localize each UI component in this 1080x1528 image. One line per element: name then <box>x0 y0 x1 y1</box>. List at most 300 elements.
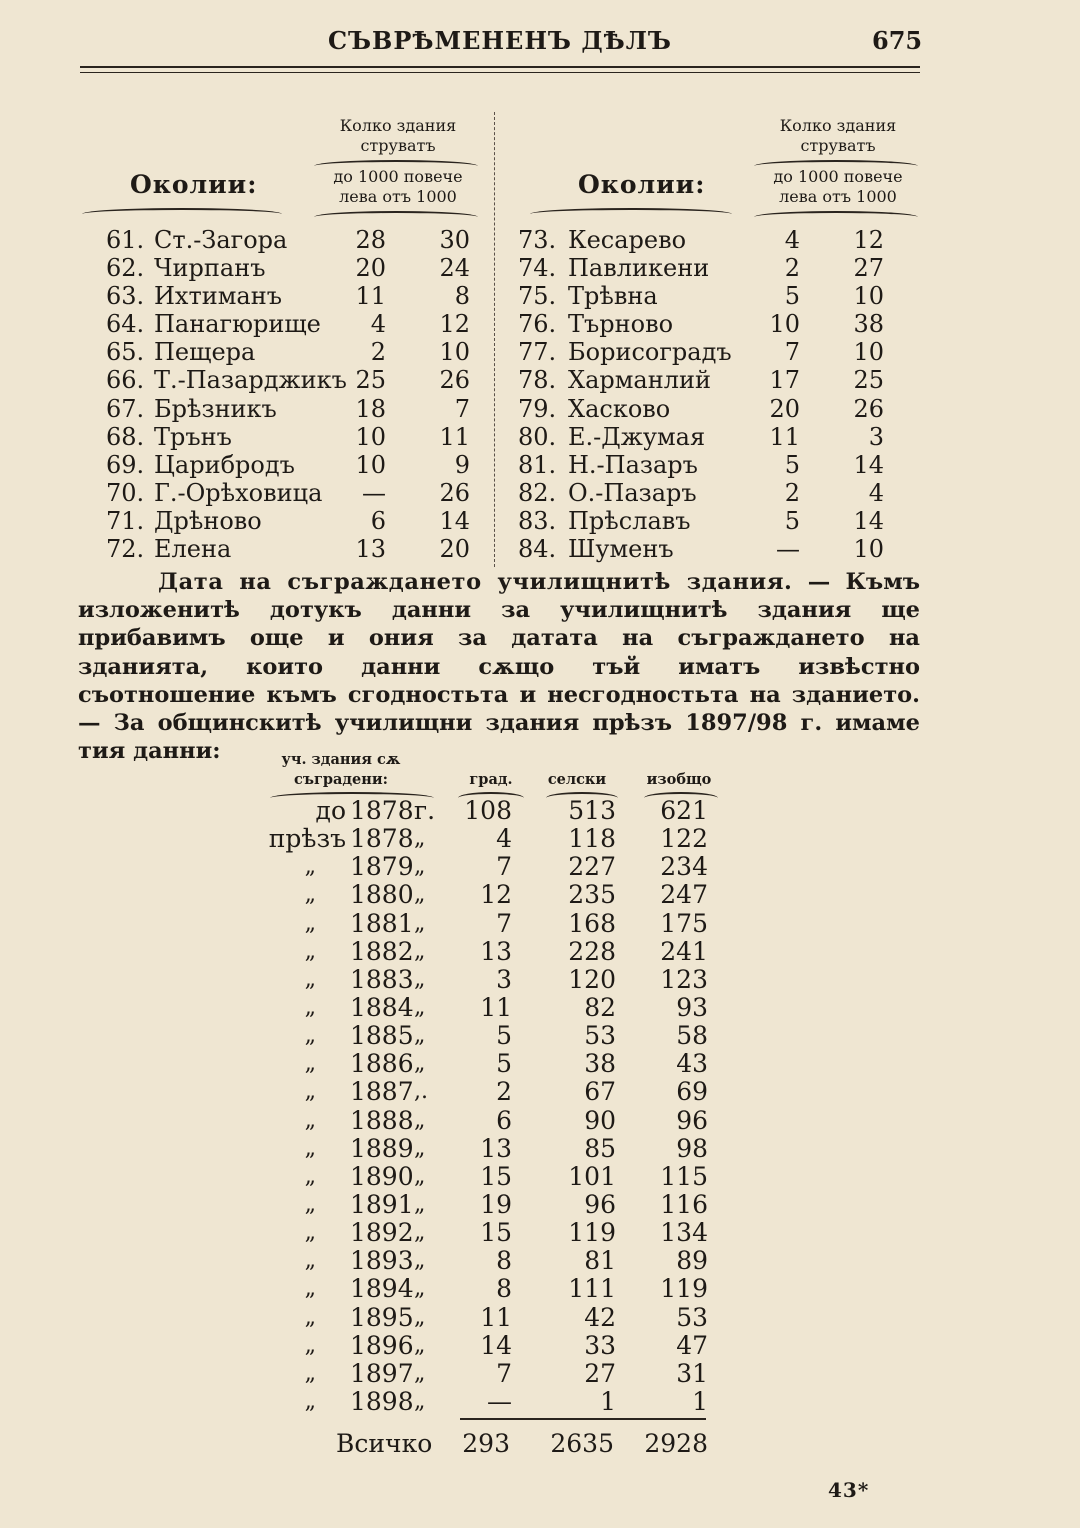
district-name: Царибродъ <box>154 450 295 479</box>
year-town: 13 <box>480 936 512 966</box>
district-name: Елена <box>154 535 232 564</box>
district-row <box>0 366 1080 394</box>
total-total: 2928 <box>644 1429 708 1458</box>
year-year: 1884 <box>350 992 414 1022</box>
year-village: 82 <box>584 992 616 1022</box>
district-no: 82. <box>518 478 557 507</box>
year-year: 1886 <box>350 1049 414 1079</box>
year-village: 67 <box>584 1077 616 1107</box>
year-year: 1894 <box>350 1274 414 1304</box>
district-a: 5 <box>784 506 800 535</box>
district-no: 79. <box>518 394 557 423</box>
year-prefix: „ <box>304 1332 316 1358</box>
year-row <box>0 994 1080 1022</box>
col-head-total: изобщо <box>646 771 712 788</box>
col-head-village: селски <box>547 771 607 788</box>
year-total: 53 <box>676 1302 708 1332</box>
district-no: 75. <box>518 282 557 311</box>
total-village: 2635 <box>550 1429 614 1458</box>
district-no: 63. <box>106 282 145 311</box>
district-a: 10 <box>769 310 800 339</box>
district-b: 27 <box>853 254 884 283</box>
district-no: 72. <box>106 535 145 564</box>
header-rule-thick <box>80 66 920 68</box>
year-year: 1895 <box>350 1302 414 1332</box>
district-a: 5 <box>784 282 800 311</box>
district-a: 11 <box>355 282 386 311</box>
district-b: 4 <box>868 478 884 507</box>
year-year: 1878 <box>350 824 414 854</box>
signature-mark: 43* <box>828 1478 870 1502</box>
year-year: 1880 <box>350 880 414 910</box>
running-head: СЪВРѢМЕНЕНЪ ДѢЛЪ <box>328 26 672 55</box>
year-row <box>0 1388 1080 1416</box>
district-name: Пещера <box>154 338 256 367</box>
year-unit: „ <box>414 1276 426 1302</box>
year-prefix: „ <box>304 938 316 964</box>
year-total: 96 <box>676 1105 708 1135</box>
year-village: 111 <box>568 1274 616 1304</box>
year-prefix: „ <box>304 1360 316 1386</box>
district-b: 7 <box>454 394 470 423</box>
district-a: — <box>362 478 386 507</box>
year-row <box>0 910 1080 938</box>
district-b: 26 <box>853 394 884 423</box>
sub-head-line2: лева отъ 1000 <box>339 187 457 206</box>
district-name: Харманлий <box>568 366 711 395</box>
group-head-right <box>740 116 936 156</box>
sub-brace-right <box>754 211 918 219</box>
district-no: 80. <box>518 422 557 451</box>
year-row <box>0 1191 1080 1219</box>
year-unit: „ <box>414 1220 426 1246</box>
year-village: 227 <box>568 852 616 882</box>
year-village: 53 <box>584 1021 616 1051</box>
district-b: 38 <box>853 310 884 339</box>
year-village: 118 <box>568 824 616 854</box>
district-no: 66. <box>106 366 145 395</box>
year-village: 228 <box>568 936 616 966</box>
district-b: 26 <box>439 366 470 395</box>
district-no: 73. <box>518 226 557 254</box>
district-no: 68. <box>106 422 145 451</box>
year-prefix: „ <box>304 994 316 1020</box>
district-b: 10 <box>853 338 884 367</box>
page-number: 675 <box>872 26 923 55</box>
year-row <box>0 1078 1080 1106</box>
year-town: 7 <box>496 908 512 938</box>
year-row <box>0 938 1080 966</box>
year-row <box>0 1022 1080 1050</box>
district-row <box>0 535 1080 563</box>
total-town: 293 <box>462 1429 510 1458</box>
year-total: 98 <box>676 1133 708 1163</box>
year-village: 119 <box>568 1218 616 1248</box>
sub-head-line1: до 1000 повече <box>333 167 463 186</box>
year-unit: „ <box>414 1135 426 1161</box>
year-town: 11 <box>480 992 512 1022</box>
district-row <box>0 282 1080 310</box>
district-name: Г.-Орѣховица <box>154 478 323 507</box>
year-town: 3 <box>496 964 512 994</box>
district-b: 9 <box>454 450 470 479</box>
paragraph-title: Дата на съграждането училищнитѣ здания. <box>158 569 793 595</box>
year-village: 96 <box>584 1189 616 1219</box>
district-a: 13 <box>355 535 386 564</box>
year-unit: „ <box>414 1163 426 1189</box>
year-year: 1893 <box>350 1246 414 1276</box>
district-a: 10 <box>355 422 386 451</box>
year-total: 93 <box>676 992 708 1022</box>
year-unit: „ <box>414 966 426 992</box>
year-unit: „ <box>414 826 426 852</box>
district-name: Чирпанъ <box>154 254 266 283</box>
year-prefix: „ <box>304 910 316 936</box>
header-rule-thin <box>80 72 920 73</box>
district-a: 28 <box>355 226 386 254</box>
year-year: 1887 <box>350 1077 414 1107</box>
district-name: Дрѣново <box>154 506 262 535</box>
year-year: 1883 <box>350 964 414 994</box>
total-label: Всичко <box>336 1429 433 1458</box>
year-row <box>0 1360 1080 1388</box>
brace-okolii-left <box>82 208 282 216</box>
year-town: 8 <box>496 1246 512 1276</box>
district-no: 61. <box>106 226 145 254</box>
year-row <box>0 1050 1080 1078</box>
year-total: 234 <box>660 852 708 882</box>
district-a: 2 <box>784 254 800 283</box>
district-a: 11 <box>769 422 800 451</box>
year-unit: „ <box>414 854 426 880</box>
sub-head-left <box>300 167 496 207</box>
year-total: 123 <box>660 964 708 994</box>
district-row <box>0 479 1080 507</box>
year-prefix: „ <box>304 854 316 880</box>
year-unit: „ <box>414 910 426 936</box>
year-unit: ,. <box>414 1079 428 1105</box>
year-unit: „ <box>414 1051 426 1077</box>
year-town: 19 <box>480 1189 512 1219</box>
district-name: Трънъ <box>154 422 232 451</box>
year-year: 1882 <box>350 936 414 966</box>
year-year: 1890 <box>350 1161 414 1191</box>
sub-head-right <box>740 167 936 207</box>
district-row <box>0 507 1080 535</box>
year-village: 1 <box>600 1386 616 1416</box>
district-no: 84. <box>518 535 557 564</box>
district-a: 6 <box>370 506 386 535</box>
district-b: 10 <box>853 535 884 564</box>
year-unit: „ <box>414 994 426 1020</box>
district-name: Трѣвна <box>568 282 658 311</box>
district-row <box>0 395 1080 423</box>
year-unit: „ <box>414 882 426 908</box>
sub-brace-left <box>314 211 478 219</box>
year-unit: „ <box>414 1191 426 1217</box>
district-b: 3 <box>868 422 884 451</box>
col-head-okolii-left: Околии: <box>130 170 258 199</box>
district-b: 25 <box>853 366 884 395</box>
sum-rule <box>460 1418 706 1420</box>
year-total: 621 <box>660 796 708 825</box>
group-head-line1: Колко здания <box>779 116 897 135</box>
year-town: 12 <box>480 880 512 910</box>
district-a: 4 <box>784 226 800 254</box>
district-a: 20 <box>355 254 386 283</box>
year-total: 43 <box>676 1049 708 1079</box>
year-village: 513 <box>568 796 616 825</box>
year-row <box>0 1304 1080 1332</box>
year-row <box>0 881 1080 909</box>
year-total: 175 <box>660 908 708 938</box>
district-name: О.-Пазаръ <box>568 478 697 507</box>
year-unit: „ <box>414 1248 426 1274</box>
group-head-left <box>300 116 496 156</box>
district-a: 5 <box>784 450 800 479</box>
year-unit: „ <box>414 1388 426 1414</box>
year-village: 168 <box>568 908 616 938</box>
year-village: 42 <box>584 1302 616 1332</box>
years-head-line1: уч. здания сѫ <box>281 751 401 768</box>
district-name: Т.-Пазарджикъ <box>154 366 347 395</box>
year-row <box>0 825 1080 853</box>
year-year: 1896 <box>350 1330 414 1360</box>
year-prefix: „ <box>304 1135 316 1161</box>
year-prefix: „ <box>304 882 316 908</box>
year-town: — <box>487 1386 512 1416</box>
year-village: 33 <box>584 1330 616 1360</box>
year-town: 11 <box>480 1302 512 1332</box>
district-b: 12 <box>853 226 884 254</box>
year-unit: „ <box>414 1107 426 1133</box>
year-village: 235 <box>568 880 616 910</box>
year-total: 89 <box>676 1246 708 1276</box>
year-prefix: „ <box>304 1163 316 1189</box>
year-year: 1888 <box>350 1105 414 1135</box>
year-row <box>0 1332 1080 1360</box>
year-row <box>0 966 1080 994</box>
year-total: 119 <box>660 1274 708 1304</box>
col-head-town: град. <box>469 771 513 788</box>
year-town: 15 <box>480 1161 512 1191</box>
district-name: Панагюрище <box>154 310 321 339</box>
district-a: 10 <box>355 450 386 479</box>
district-name: Кесарево <box>568 226 687 254</box>
year-total: 241 <box>660 936 708 966</box>
district-name: Хасково <box>568 394 671 423</box>
year-prefix: „ <box>304 1023 316 1049</box>
total-row <box>0 1430 1080 1458</box>
year-town: 5 <box>496 1049 512 1079</box>
year-year: 1878 <box>350 796 414 825</box>
year-row <box>0 1163 1080 1191</box>
year-row <box>0 1247 1080 1275</box>
district-b: 14 <box>853 506 884 535</box>
district-no: 81. <box>518 450 557 479</box>
district-b: 11 <box>439 422 470 451</box>
year-year: 1897 <box>350 1358 414 1388</box>
year-prefix: „ <box>304 1304 316 1330</box>
year-town: 108 <box>464 796 512 825</box>
sub-head-line2: лева отъ 1000 <box>779 187 897 206</box>
year-prefix: „ <box>304 1248 316 1274</box>
year-town: 7 <box>496 1358 512 1388</box>
year-prefix: „ <box>304 1051 316 1077</box>
year-total: 1 <box>692 1386 708 1416</box>
year-total: 31 <box>676 1358 708 1388</box>
brace-okolii-right <box>530 208 732 216</box>
year-total: 47 <box>676 1330 708 1360</box>
district-b: 14 <box>439 506 470 535</box>
year-prefix: „ <box>304 966 316 992</box>
year-row <box>0 1275 1080 1303</box>
year-village: 101 <box>568 1161 616 1191</box>
year-town: 8 <box>496 1274 512 1304</box>
year-row <box>0 1107 1080 1135</box>
year-unit: г. <box>414 796 436 825</box>
district-a: 2 <box>784 478 800 507</box>
district-b: 26 <box>439 478 470 507</box>
district-a: 20 <box>769 394 800 423</box>
group-head-line2: струватъ <box>800 136 876 155</box>
year-village: 90 <box>584 1105 616 1135</box>
district-row <box>0 338 1080 366</box>
year-total: 247 <box>660 880 708 910</box>
district-name: Търново <box>568 310 674 339</box>
year-total: 58 <box>676 1021 708 1051</box>
district-no: 64. <box>106 310 145 339</box>
year-unit: „ <box>414 1360 426 1386</box>
district-no: 83. <box>518 506 557 535</box>
district-name: Ст.-Загора <box>154 226 288 254</box>
year-total: 134 <box>660 1218 708 1248</box>
district-a: 4 <box>370 310 386 339</box>
year-year: 1885 <box>350 1021 414 1051</box>
district-row <box>0 423 1080 451</box>
district-row <box>0 310 1080 338</box>
district-b: 12 <box>439 310 470 339</box>
district-no: 70. <box>106 478 145 507</box>
district-a: 7 <box>784 338 800 367</box>
district-no: 78. <box>518 366 557 395</box>
year-town: 13 <box>480 1133 512 1163</box>
year-total: 116 <box>660 1189 708 1219</box>
district-no: 67. <box>106 394 145 423</box>
sub-head-line1: до 1000 повече <box>773 167 903 186</box>
district-row <box>0 226 1080 254</box>
years-head-label <box>262 750 420 790</box>
district-no: 74. <box>518 254 557 283</box>
year-year: 1879 <box>350 852 414 882</box>
year-unit: „ <box>414 1023 426 1049</box>
year-prefix: „ <box>304 1107 316 1133</box>
year-prefix: „ <box>304 1191 316 1217</box>
district-b: 10 <box>439 338 470 367</box>
year-year: 1891 <box>350 1189 414 1219</box>
year-prefix: „ <box>304 1220 316 1246</box>
district-a: 17 <box>769 366 800 395</box>
district-name: Прѣславъ <box>568 506 691 535</box>
years-rows <box>0 797 1080 1416</box>
group-head-line1: Колко здания <box>339 116 457 135</box>
year-town: 2 <box>496 1077 512 1107</box>
year-town: 4 <box>496 824 512 854</box>
year-village: 81 <box>584 1246 616 1276</box>
paragraph-body: — Къмъ изложенитѣ дотукъ данни за училищнитѣ здания ще прибавимъ още и ония за датата на съграждането на зданията, които данни сѫщо тъй иматъ извѣстно съотношение къмъ сгодностьта и несгодностьта на зданието. — За общинскитѣ училищни здания прѣзъ 1897/98 г. имаме тия данни: <box>78 569 920 765</box>
district-no: 71. <box>106 506 145 535</box>
district-row <box>0 254 1080 282</box>
district-no: 76. <box>518 310 557 339</box>
district-name: Брѣзникъ <box>154 394 277 423</box>
year-total: 115 <box>660 1161 708 1191</box>
body-paragraph <box>78 568 920 765</box>
district-name: Борисоградъ <box>568 338 732 367</box>
district-b: 24 <box>439 254 470 283</box>
district-b: 30 <box>439 226 470 254</box>
year-total: 69 <box>676 1077 708 1107</box>
year-village: 27 <box>584 1358 616 1388</box>
district-no: 65. <box>106 338 145 367</box>
year-village: 120 <box>568 964 616 994</box>
district-b: 8 <box>454 282 470 311</box>
year-village: 85 <box>584 1133 616 1163</box>
year-total: 122 <box>660 824 708 854</box>
years-head-line2: съградени: <box>294 771 388 788</box>
year-prefix: до <box>315 796 346 825</box>
district-no: 77. <box>518 338 557 367</box>
year-town: 15 <box>480 1218 512 1248</box>
district-row <box>0 451 1080 479</box>
year-row <box>0 1219 1080 1247</box>
year-row <box>0 1135 1080 1163</box>
year-unit: „ <box>414 1304 426 1330</box>
year-year: 1889 <box>350 1133 414 1163</box>
district-a: 18 <box>355 394 386 423</box>
district-b: 20 <box>439 535 470 564</box>
group-head-line2: струватъ <box>360 136 436 155</box>
year-prefix: „ <box>304 1079 316 1105</box>
district-name: Н.-Пазаръ <box>568 450 698 479</box>
year-town: 14 <box>480 1330 512 1360</box>
year-row <box>0 853 1080 881</box>
district-a: — <box>776 535 800 564</box>
year-unit: „ <box>414 938 426 964</box>
year-year: 1881 <box>350 908 414 938</box>
year-town: 5 <box>496 1021 512 1051</box>
districts-rows <box>0 226 1080 563</box>
district-name: Е.-Джумая <box>568 422 706 451</box>
district-no: 69. <box>106 450 145 479</box>
year-year: 1898 <box>350 1386 414 1416</box>
district-name: Шуменъ <box>568 535 674 564</box>
year-row <box>0 797 1080 825</box>
district-b: 10 <box>853 282 884 311</box>
year-prefix: прѣзъ <box>268 824 346 854</box>
year-prefix: „ <box>304 1276 316 1302</box>
year-year: 1892 <box>350 1218 414 1248</box>
col-head-okolii-right: Околии: <box>578 170 706 199</box>
district-a: 2 <box>370 338 386 367</box>
district-b: 14 <box>853 450 884 479</box>
year-village: 38 <box>584 1049 616 1079</box>
year-unit: „ <box>414 1332 426 1358</box>
district-no: 62. <box>106 254 145 283</box>
year-town: 6 <box>496 1105 512 1135</box>
year-prefix: „ <box>304 1388 316 1414</box>
district-name: Павликени <box>568 254 710 283</box>
year-town: 7 <box>496 852 512 882</box>
